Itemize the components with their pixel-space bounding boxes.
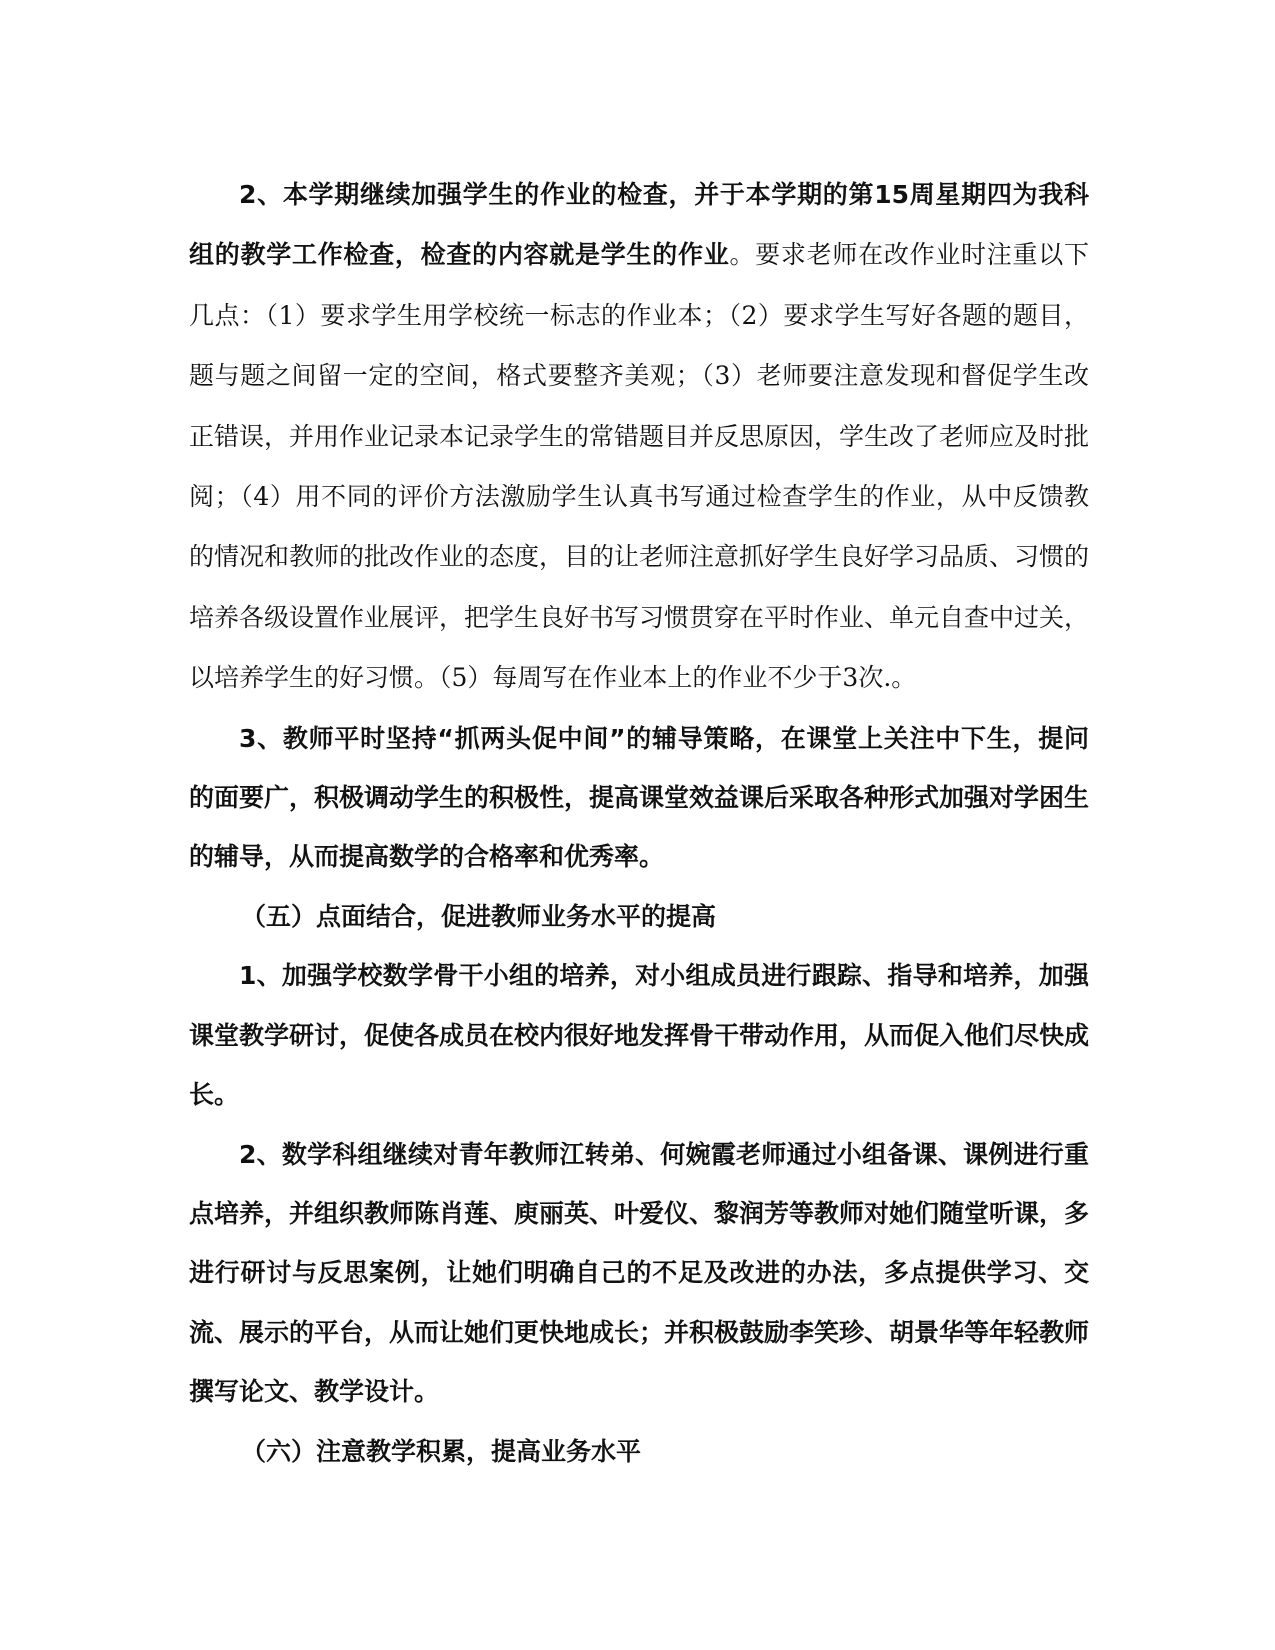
- document-body: [189, 165, 1089, 1481]
- paragraph-young-teachers: 2、数学科组继续对青年教师江转弟、何婉霞老师通过小组备课、课例进行重点培养，并组织教师陈肖莲、庾丽英、叶爱仪、黎润芳等教师对她们随堂听课，多进行研讨与反思案例，让她们明确自己的不足及改进的办法，多点提供学习、交流、展示的平台，从而让她们更快地成长；并积极鼓励李笑珍、胡景华等年轻教师撰写论文、教学设计。: [189, 1139, 1090, 1407]
- paragraph-backbone-group: 1、加强学校数学骨干小组的培养，对小组成员进行跟踪、指导和培养，加强课堂教学研讨，促使各成员在校内很好地发挥骨干带动作用，从而促入他们尽快成长。: [189, 961, 1090, 1110]
- section-heading-six: （六）注意教学积累，提高业务水平: [241, 1436, 642, 1466]
- paragraph-homework-check-bold: 2、本学期继续加强学生的作业的检查，并于本学期的第15周星期四为我科组的教学工作检查，检查的内容就是学生的作业: [189, 180, 1089, 270]
- paragraph-tutoring-strategy: 3、教师平时坚持“抓两头促中间”的辅导策略，在课堂上关注中下生，提问的面要广，积极调动学生的积极性，提高课堂效益课后采取各种形式加强对学困生的辅导，从而提高数学的合格率和优秀率。: [189, 723, 1090, 872]
- section-heading-five: （五）点面结合，促进教师业务水平的提高: [241, 901, 717, 931]
- paragraph-homework-check-body: 。要求老师在改作业时注重以下几点：（1）要求学生用学校统一标志的作业本；（2）要求学生写好各题的题目，题与题之间留一定的空间，格式要整齐美观；（3）老师要注意发现和督促学生改正错误，并用作业记录本记录学生的常错题目并反思原因，学生改了老师应及时批阅；（4）用不同的评价方法激励学生认真书写通过检查学生的作业，从中反馈教的情况和教师的批改作业的态度，目的让老师注意抓好学生良好学习品质、习惯的培养各级设置作业展评，把学生良好书写习惯贯穿在平时作业、单元自查中过关，以培养学生的好习惯。（5）每周写在作业本上的作业不少于3次.。: [189, 240, 1090, 693]
- paragraph-homework-check: [189, 165, 1089, 709]
